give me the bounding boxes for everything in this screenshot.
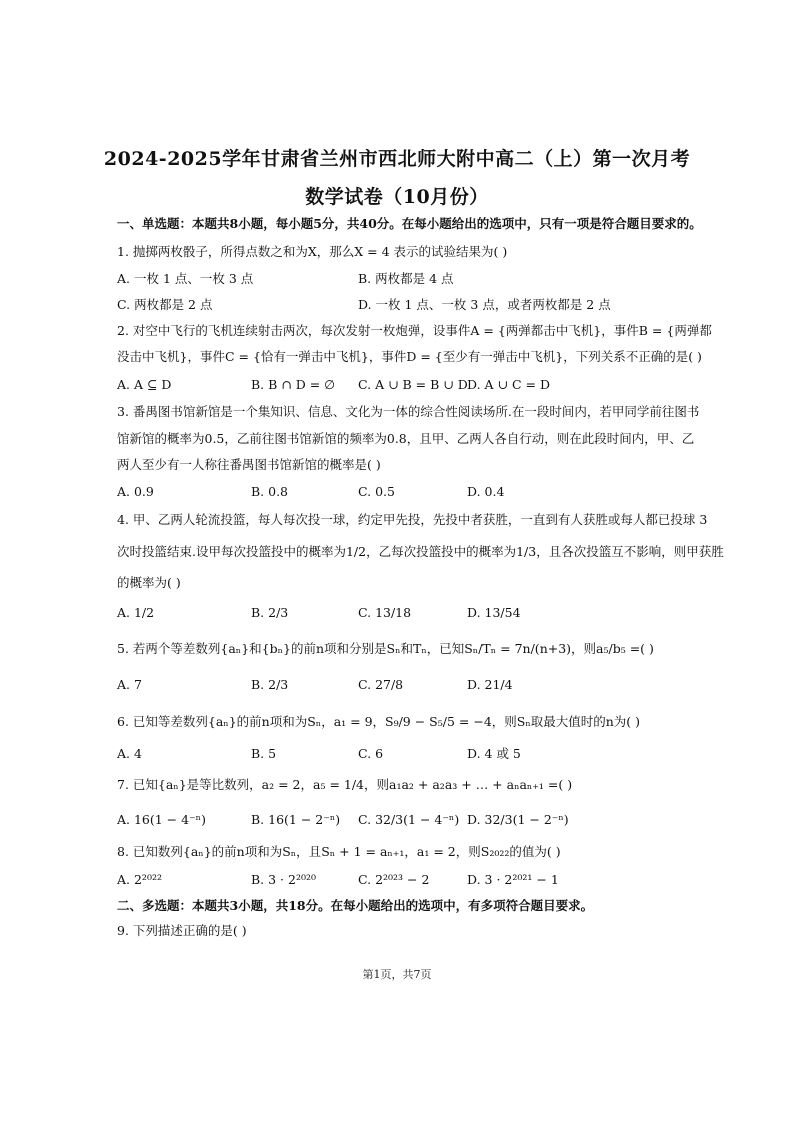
question-2-option-d: D. A ∪ C = D xyxy=(467,377,550,392)
question-7-option-b: B. 16(1 − 2⁻ⁿ) xyxy=(251,812,341,827)
question-2-option-a: A. A ⊆ D xyxy=(117,377,172,392)
question-2-options xyxy=(117,376,682,394)
question-8-options xyxy=(117,871,682,889)
question-3-option-b: B. 0.8 xyxy=(251,484,289,499)
question-1-option-a: A. 一枚 1 点、一枚 3 点 xyxy=(117,271,254,286)
question-1-option-c: C. 两枚都是 2 点 xyxy=(117,297,213,312)
question-6-stem: 6. 已知等差数列{aₙ}的前n项和为Sₙ，a₁ = 9，S₉/9 − S₅/5 = −4，则Sₙ取最大值时的n为( ) xyxy=(117,714,641,729)
question-8-option-d: D. 3 · 2²⁰²¹ − 1 xyxy=(467,872,559,887)
question-2-option-c: C. A ∪ B = B ∪ D xyxy=(358,377,468,392)
question-7-options xyxy=(117,811,682,829)
question-3-stem-line2: 馆新馆的概率为0.5，乙前往图书馆新馆的频率为0.8，且甲、乙两人各自行动，则在此段时间内，甲、乙 xyxy=(117,431,695,446)
question-7-stem: 7. 已知{aₙ}是等比数列，a₂ = 2，a₅ = 1/4，则a₁a₂ + a₂a₃ + … + aₙaₙ₊₁ =( ) xyxy=(117,777,573,792)
question-1-stem: 1. 抛掷两枚骰子，所得点数之和为X，那么X = 4 表示的试验结果为( ) xyxy=(117,244,508,259)
question-4-stem-line2: 次时投篮结束.设甲每次投篮投中的概率为1/2，乙每次投篮投中的概率为1/3，且各次投篮互不影响，则甲获胜 xyxy=(117,544,724,559)
question-4-option-c: C. 13/18 xyxy=(358,605,412,620)
question-4-option-d: D. 13/54 xyxy=(467,605,521,620)
question-9-stem: 9. 下列描述正确的是( ) xyxy=(117,923,247,938)
question-1-option-d: D. 一枚 1 点、一枚 3 点，或者两枚都是 2 点 xyxy=(358,297,611,312)
question-8-option-b: B. 3 · 2²⁰²⁰ xyxy=(251,872,317,887)
page-footer: 第1页，共7页 xyxy=(362,968,432,981)
section-heading-single-choice: 一、单选题：本题共8小题，每小题5分，共40分。在每小题给出的选项中，只有一项是符合题目要求的。 xyxy=(117,216,702,231)
question-4-option-b: B. 2/3 xyxy=(251,605,289,620)
question-8-stem: 8. 已知数列{aₙ}的前n项和为Sₙ，且Sₙ + 1 = aₙ₊₁，a₁ = 2，则S₂₀₂₂的值为( ) xyxy=(117,844,561,859)
question-7-option-a: A. 16(1 − 4⁻ⁿ) xyxy=(117,812,206,827)
question-2-stem-line1: 2. 对空中飞行的飞机连续射击两次，每次发射一枚炮弹，设事件A = {两弹都击中飞机}，事件B = {两弹都 xyxy=(117,323,712,338)
question-5-options xyxy=(117,676,682,694)
question-1-option-b: B. 两枚都是 4 点 xyxy=(358,271,454,286)
question-3-option-d: D. 0.4 xyxy=(467,484,505,499)
question-8-option-c: C. 2²⁰²³ − 2 xyxy=(358,872,430,887)
question-2-stem-line2: 没击中飞机}，事件C = {恰有一弹击中飞机}，事件D = {至少有一弹击中飞机}，下列关系不正确的是( ) xyxy=(117,349,702,364)
question-8-option-a: A. 2²⁰²² xyxy=(117,872,162,887)
exam-subtitle: 数学试卷（10月份） xyxy=(305,186,489,208)
question-5-option-b: B. 2/3 xyxy=(251,677,289,692)
question-1-options-row1 xyxy=(117,270,682,288)
question-5-option-c: C. 27/8 xyxy=(358,677,404,692)
question-3-options xyxy=(117,483,682,501)
exam-title: 2024-2025学年甘肃省兰州市西北师大附中高二（上）第一次月考 xyxy=(103,148,691,170)
question-7-option-c: C. 32/3(1 − 4⁻ⁿ) xyxy=(358,812,460,827)
question-6-option-a: A. 4 xyxy=(117,746,142,761)
question-3-stem-line3: 两人至少有一人称往番禺图书馆新馆的概率是( ) xyxy=(117,457,381,472)
question-7-option-d: D. 32/3(1 − 2⁻ⁿ) xyxy=(467,812,569,827)
question-3-stem-line1: 3. 番禺图书馆新馆是一个集知识、信息、文化为一体的综合性阅读场所.在一段时间内，若甲同学前往图书 xyxy=(117,404,700,419)
question-6-option-c: C. 6 xyxy=(358,746,384,761)
question-6-option-b: B. 5 xyxy=(251,746,277,761)
question-3-option-c: C. 0.5 xyxy=(358,484,395,499)
question-4-stem-line1: 4. 甲、乙两人轮流投篮，每人每次投一球，约定甲先投，先投中者获胜，一直到有人获胜或每人都已投球 3 xyxy=(117,512,708,527)
question-5-option-a: A. 7 xyxy=(117,677,142,692)
question-2-option-b: B. B ∩ D = ∅ xyxy=(251,377,336,392)
question-4-option-a: A. 1/2 xyxy=(117,605,155,620)
section-heading-multiple-choice: 二、多选题：本题共3小题，共18分。在每小题给出的选项中，有多项符合题目要求。 xyxy=(117,898,594,913)
question-4-options xyxy=(117,604,682,622)
question-5-option-d: D. 21/4 xyxy=(467,677,513,692)
question-4-stem-line3: 的概率为( ) xyxy=(117,575,181,590)
question-3-option-a: A. 0.9 xyxy=(117,484,154,499)
question-1-options-row2 xyxy=(117,296,682,314)
question-6-options xyxy=(117,745,682,763)
question-5-stem: 5. 若两个等差数列{aₙ}和{bₙ}的前n项和分别是Sₙ和Tₙ，已知Sₙ/Tₙ = 7n/(n+3)，则a₅/b₅ =( ) xyxy=(117,641,654,656)
question-6-option-d: D. 4 或 5 xyxy=(467,746,521,761)
